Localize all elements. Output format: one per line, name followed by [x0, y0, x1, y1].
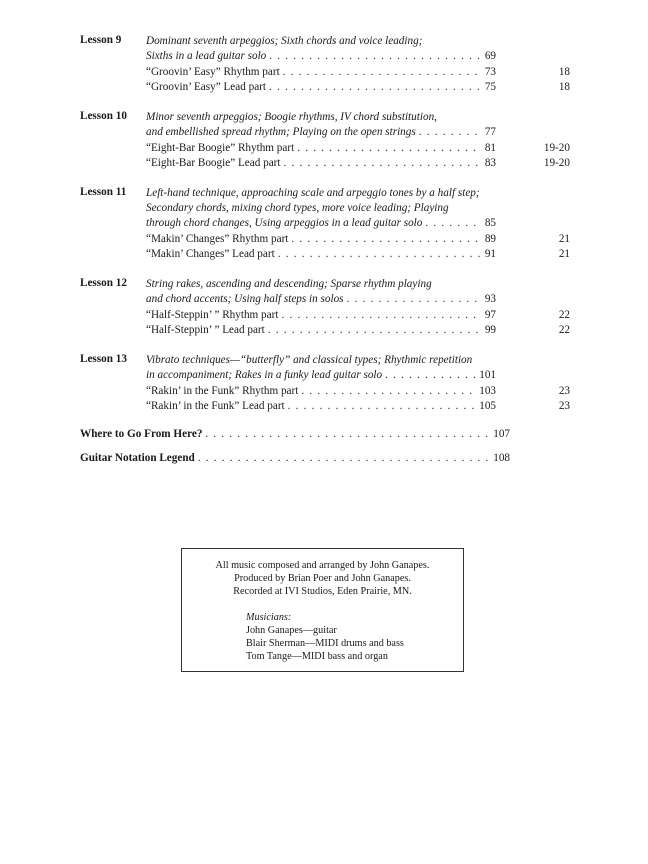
musicians-heading: Musicians:: [246, 612, 292, 623]
song-entry: [146, 308, 496, 323]
lesson-description-entry: [146, 368, 496, 383]
page-number: 85: [484, 217, 496, 229]
dot-leader: [297, 141, 482, 156]
lesson-description: Dominant seventh arpeggios; Sixth chords and voice leading;: [146, 35, 423, 47]
lesson-description-entry: [146, 292, 496, 307]
dot-leader: [198, 451, 490, 466]
song-entry: [146, 232, 496, 247]
dot-leader: [419, 125, 482, 140]
musician-line: John Ganapes—guitar: [246, 625, 337, 636]
entry-title: Where to Go From Here?: [80, 428, 203, 440]
song-title: “Eight-Bar Boogie” Lead part: [146, 157, 281, 169]
song-title: “Rakin’ in the Funk” Lead part: [146, 400, 285, 412]
song-entry: [146, 141, 496, 156]
page-number: 108: [493, 452, 510, 464]
dot-leader: [385, 368, 476, 383]
dot-leader: [284, 156, 482, 171]
lesson-description: through chord changes, Using arpeggios in a lead guitar solo: [146, 217, 423, 229]
lesson-description: and embellished spread rhythm; Playing on the open strings: [146, 126, 416, 138]
dot-leader: [269, 80, 482, 95]
dot-leader: [283, 65, 482, 80]
page-number: 83: [484, 157, 496, 169]
page-number: 93: [484, 293, 496, 305]
lesson-description: Left-hand technique, approaching scale and arpeggio tones by a half step;: [146, 187, 480, 199]
track-number: 22: [558, 324, 570, 336]
lesson-description: Sixths in a lead guitar solo: [146, 50, 267, 62]
song-entry: [146, 65, 496, 80]
track-number: 21: [558, 248, 570, 260]
song-title: “Half-Steppin’ ” Rhythm part: [146, 309, 279, 321]
page-number: 101: [479, 369, 496, 381]
dot-leader: [425, 216, 481, 231]
page-number: 77: [484, 126, 496, 138]
dot-leader: [269, 49, 482, 64]
page-number: 91: [484, 248, 496, 260]
lesson-description: Vibrato techniques—“butterfly” and classical types; Rhythmic repetition: [146, 354, 473, 366]
lesson-description: Secondary chords, mixing chord types, more voice leading; Playing: [146, 202, 449, 214]
credits-line: Produced by Brian Poer and John Ganapes.: [234, 573, 411, 584]
credits-line: All music composed and arranged by John Ganapes.: [215, 560, 430, 571]
page-number: 69: [484, 50, 496, 62]
musician-line: Blair Sherman—MIDI drums and bass: [246, 638, 404, 649]
lesson-label: Lesson 13: [80, 353, 127, 365]
lesson-description-entry: [146, 125, 496, 140]
song-entry: [146, 323, 496, 338]
musician-line: Tom Tange—MIDI bass and organ: [246, 651, 388, 662]
credits-line: Recorded at IVI Studios, Eden Prairie, MN.: [233, 586, 412, 597]
dot-leader: [347, 292, 482, 307]
song-title: “Groovin’ Easy” Rhythm part: [146, 66, 280, 78]
dot-leader: [278, 247, 482, 262]
track-number: 21: [558, 233, 570, 245]
page-number: 89: [484, 233, 496, 245]
song-entry: [146, 384, 496, 399]
song-entry: [146, 247, 496, 262]
lesson-description: String rakes, ascending and descending; Sparse rhythm playing: [146, 278, 432, 290]
song-entry: [146, 156, 496, 171]
lesson-label: Lesson 10: [80, 110, 127, 122]
lesson-description-entry: [146, 49, 496, 64]
credits-box: [181, 548, 464, 672]
lesson-description: and chord accents; Using half steps in solos: [146, 293, 344, 305]
page-number: 99: [484, 324, 496, 336]
page-number: 97: [484, 309, 496, 321]
song-title: “Rakin’ in the Funk” Rhythm part: [146, 385, 299, 397]
page-number: 73: [484, 66, 496, 78]
song-title: “Makin’ Changes” Lead part: [146, 248, 275, 260]
page-number: 103: [479, 385, 496, 397]
song-entry: [146, 80, 496, 95]
toc-entry-notation-legend: [80, 451, 510, 466]
lesson-label: Lesson 11: [80, 186, 127, 198]
track-number: 19-20: [543, 157, 570, 169]
page-number: 105: [479, 400, 496, 412]
dot-leader: [268, 323, 482, 338]
song-title: “Eight-Bar Boogie” Rhythm part: [146, 142, 295, 154]
dot-leader: [288, 399, 477, 414]
dot-leader: [205, 427, 490, 442]
entry-title: Guitar Notation Legend: [80, 452, 195, 464]
lesson-description-entry: [146, 216, 496, 231]
song-title: “Makin’ Changes” Rhythm part: [146, 233, 289, 245]
lesson-description: Minor seventh arpeggios; Boogie rhythms, IV chord substitution,: [146, 111, 437, 123]
lesson-description: in accompaniment; Rakes in a funky lead guitar solo: [146, 369, 383, 381]
track-number: 18: [558, 81, 570, 93]
dot-leader: [291, 232, 481, 247]
dot-leader: [301, 384, 476, 399]
lesson-label: Lesson 9: [80, 34, 122, 46]
song-title: “Half-Steppin’ ” Lead part: [146, 324, 265, 336]
page-number: 81: [484, 142, 496, 154]
song-entry: [146, 399, 496, 414]
track-number: 22: [558, 309, 570, 321]
track-number: 23: [558, 400, 570, 412]
lesson-label: Lesson 12: [80, 277, 127, 289]
page-number: 75: [484, 81, 496, 93]
track-number: 18: [558, 66, 570, 78]
dot-leader: [281, 308, 481, 323]
page-number: 107: [493, 428, 510, 440]
song-title: “Groovin’ Easy” Lead part: [146, 81, 267, 93]
track-number: 23: [558, 385, 570, 397]
toc-entry-where-to-go: [80, 427, 510, 442]
track-number: 19-20: [543, 142, 570, 154]
